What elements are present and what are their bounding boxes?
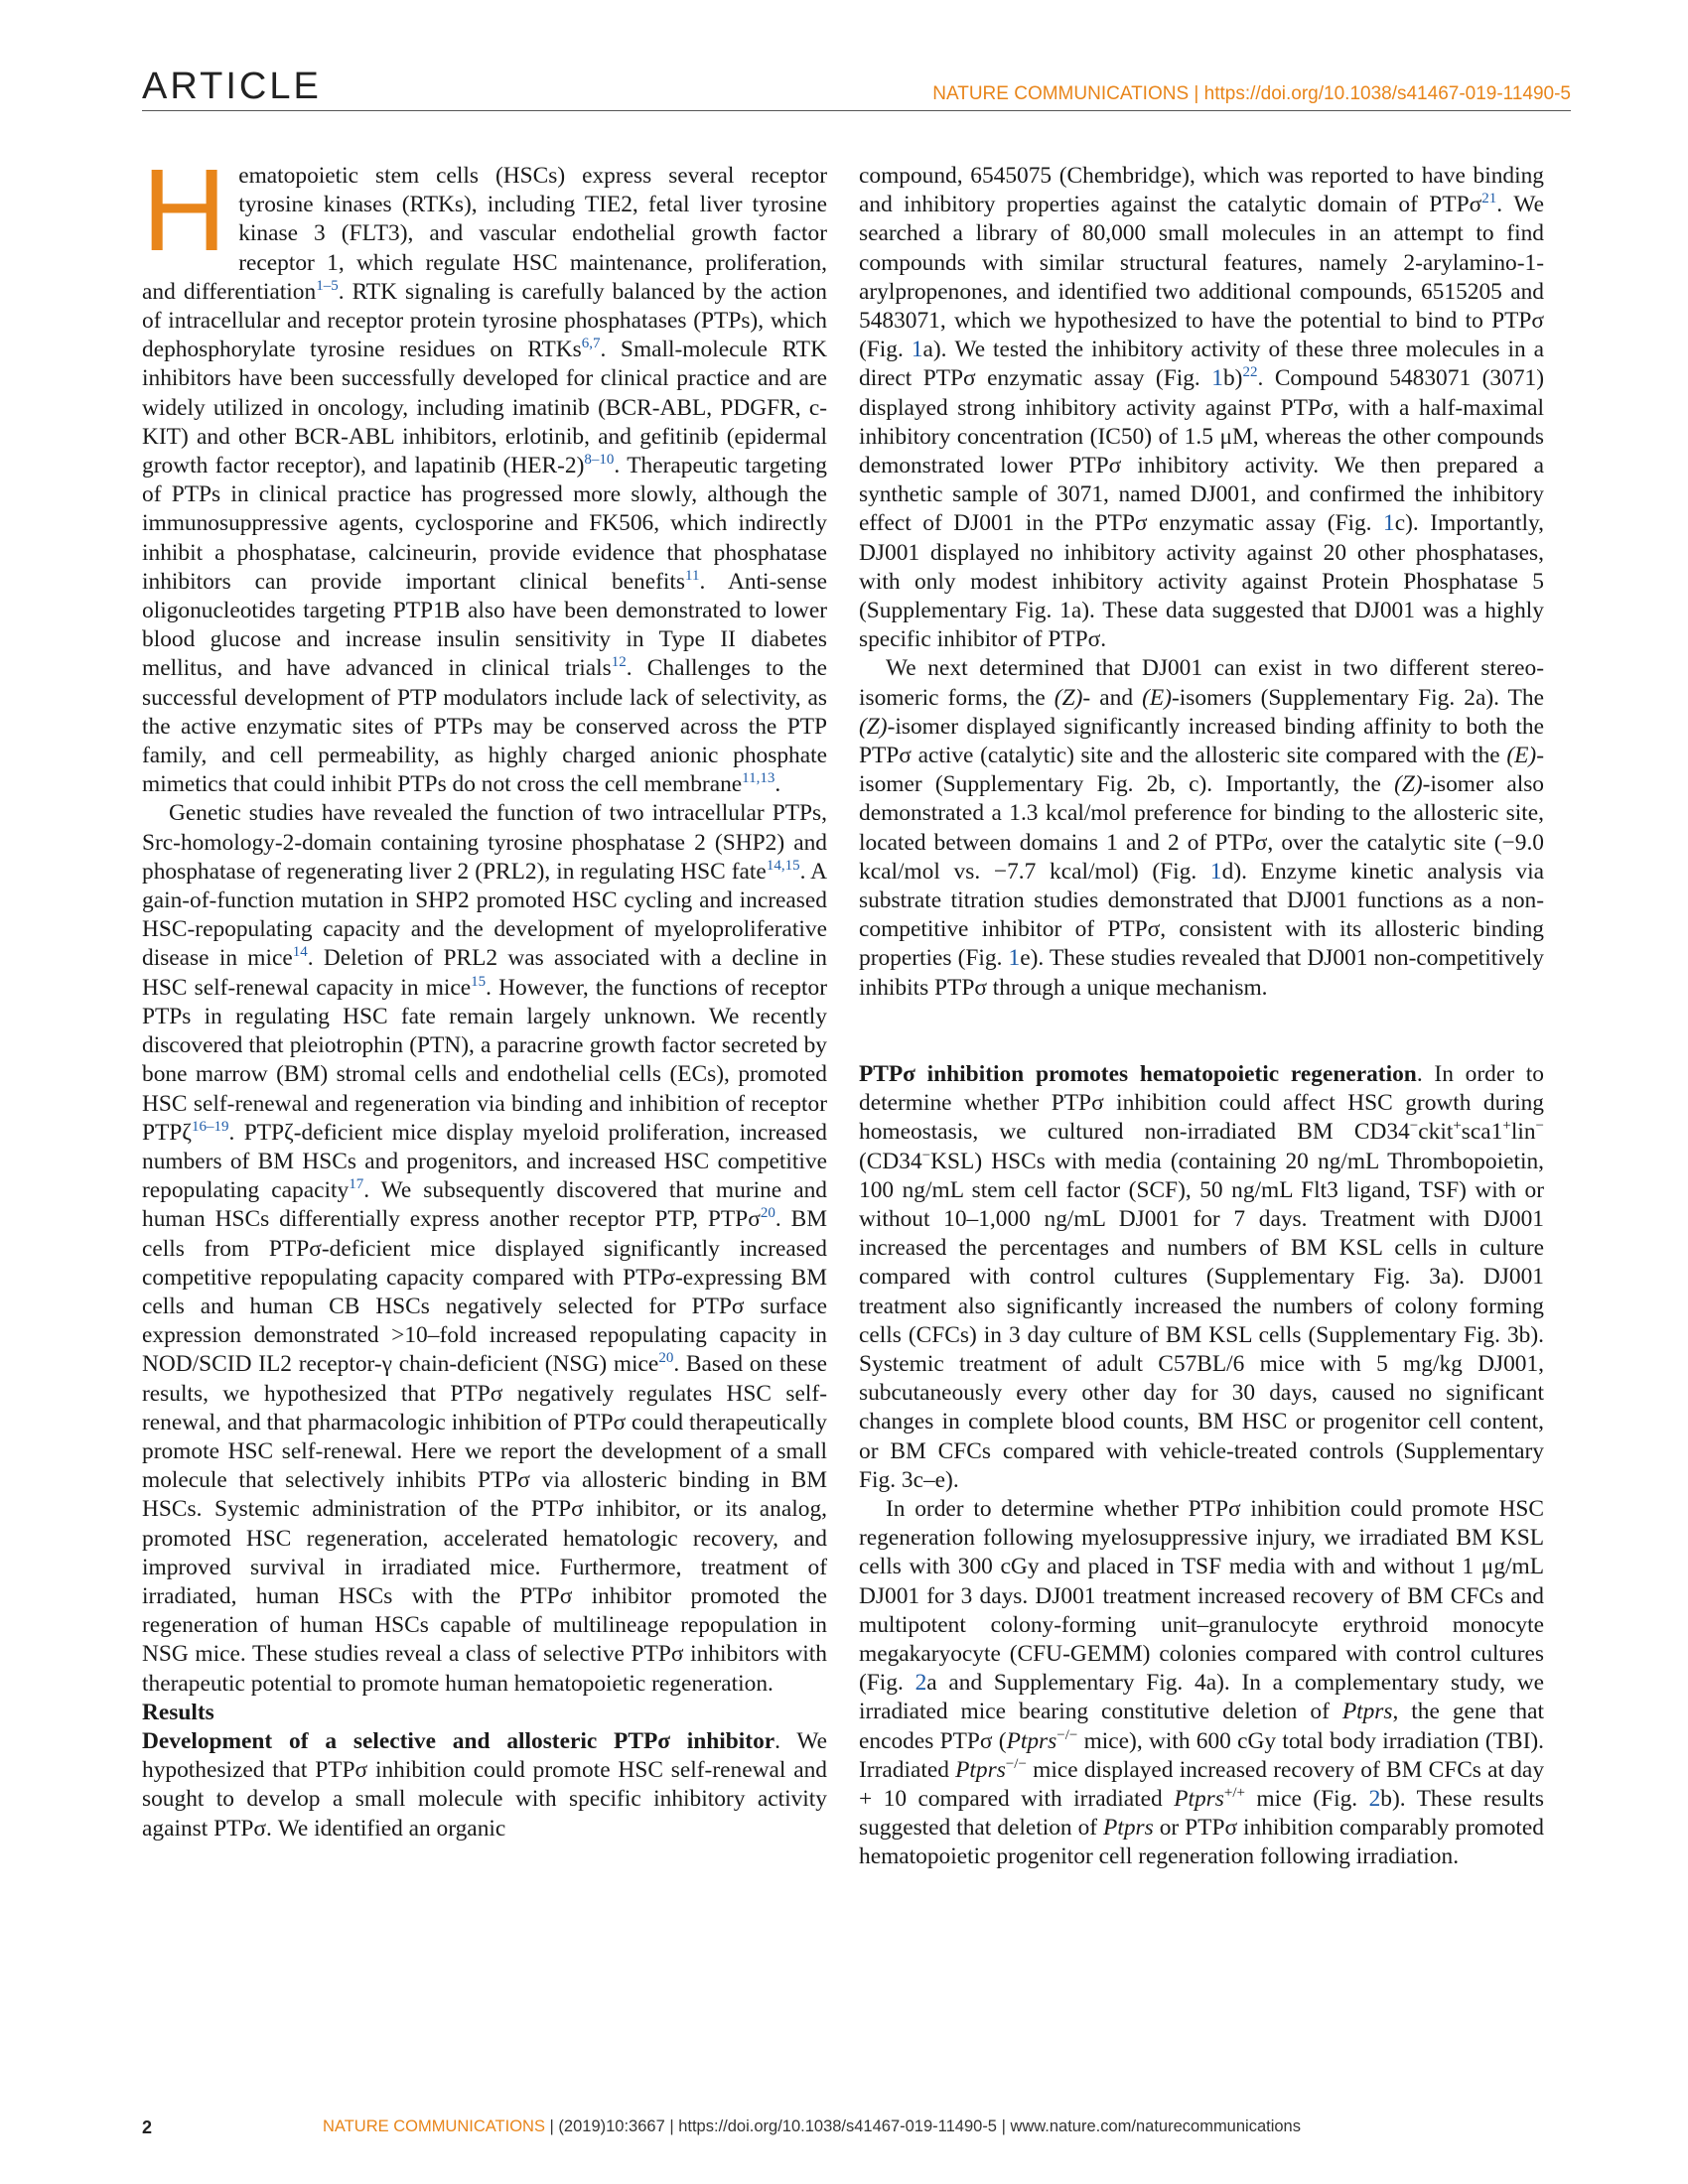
drop-cap: H [142,145,227,276]
footer-journal-name: NATURE COMMUNICATIONS [323,2117,545,2135]
article-label: ARTICLE [142,66,322,107]
results-paragraph-4: In order to determine whether PTPσ inhibition could promote HSC regeneration following myelosuppressive injury, we irradiated BM KSL cells with 300 cGy and placed in TSF media with and without 1 μg/mL DJ001 for 3 days. DJ001 treatment increased recovery of BM CFCs and multipotent colony-forming unit–granulocyte erythroid monocyte megakaryocyte (CFU-GEMM) colonies compared with control cultures (Fig. 2a and Supplementary Fig. 4a). In a complementary study, we irradiated mice bearing constitutive deletion of Ptprs, the gene that encodes PTPσ (Ptprs−/− mice), with 600 cGy total body irradiation (TBI). Irradiated Ptprs−/− mice displayed increased recovery of BM CFCs at day + 10 compared with irradiated Ptprs+/+ mice (Fig. 2b). These results suggested that deletion of Ptprs or PTPσ inhibition comparably promoted hematopoietic progenitor cell regeneration following irradiation. [859,1495,1545,1870]
page-number: 2 [142,2117,153,2137]
subheading-regeneration: PTPσ inhibition promotes hematopoietic regeneration [859,1060,1417,1087]
results-paragraph-2: We next determined that DJ001 can exist in two different stereo-isomeric forms, the (Z)- and (E)-isomers (Supplementary Fig. 2a). The (Z)-isomer displayed significantly increased binding affinity to both the PTPσ active (catalytic) site and the allosteric site compared with the (E)-isomer (Supplementary Fig. 2b, c). Importantly, the (Z)-isomer also demonstrated a 1.3 kcal/mol preference for binding to the allosteric site, located between domains 1 and 2 of PTPσ, over the catalytic site (−9.0 kcal/mol vs. −7.7 kcal/mol) (Fig. 1d). Enzyme kinetic analysis via substrate titration studies demonstrated that DJ001 functions as a non-competitive inhibitor of PTPσ, consistent with its allosteric binding properties (Fig. 1e). These studies revealed that DJ001 non-competitively inhibits PTPσ through a unique mechanism. [859,655,1544,1001]
left-column [142,145,828,1843]
results-paragraph-1: Development of a selective and allosteric PTPσ inhibitor. We hypothesized that PTPσ inhibition could promote HSC self-renewal and sought to develop a small molecule with specific inhibitory activity against PTPσ. We identified an organic [142,1727,828,1842]
intro-paragraph-1: Hematopoietic stem cells (HSCs) express several receptor tyrosine kinases (RTKs), including TIE2, fetal liver tyrosine kinase 3 (FLT3), and vascular endothelial growth factor receptor 1, which regulate HSC maintenance, proliferation, and differentiation$^{1-5}$. RTK signaling is carefully balanced by the action of intracellular and receptor protein tyrosine phosphatases (PTPs), which dephosphorylate tyrosine residues on RTKs$^{6,7}$. Small-molecule RTK inhibitors have been successfully developed for clinical practice and are widely utilized in oncology, including imatinib (BCR-ABL, PDGFR, c-KIT) and other BCR-ABL inhibitors, erlotinib, and gefitinib (epidermal growth factor receptor), and lapatinib (HER-2)$^{8-10}$. Therapeutic targeting of PTPs in clinical practice has progressed more slowly, although the immunosuppressive agents, cyclosporine and FK506, which indirectly inhibit a phosphatase, calcineurin, provide evidence that phosphatase inhibitors can provide important clinical benefits$^{11}$. Anti-sense oligonucleotides targeting PTP1B also have been demonstrated to lower blood glucose and increase insulin sensitivity in Type II diabetes mellitus, and have advanced in clinical trials$^{12}$. Challenges to the successful development of PTP modulators include lack of selectivity, as the active enzymatic sites of PTPs may be conserved across the PTP family, and cell permeability, as highly charged anionic phosphate mimetics that could inhibit PTPs do not cross the cell membrane$^{11,13}$. [142,145,827,798]
subheading-development: Development of a selective and allosteric PTPσ inhibitor [142,1727,775,1754]
results-heading: Results [142,1699,214,1725]
journal-doi-link[interactable]: NATURE COMMUNICATIONS | https://doi.org/10.1038/s41467-019-11490-5 [932,83,1571,104]
intro-paragraph-2: Genetic studies have revealed the function of two intracellular PTPs, Src-homology-2-domain containing tyrosine phosphatase 2 (SHP2) and phosphatase of regenerating liver 2 (PRL2), in regulating HSC fate$^{14,15}$. A gain-of-function mutation in SHP2 promoted HSC cycling and increased HSC-repopulating capacity and the development of myeloproliferative disease in mice$^{14}$. Deletion of PRL2 was associated with a decline in HSC self-renewal capacity in mice$^{15}$. However, the functions of receptor PTPs in regulating HSC fate remain largely unknown. We recently discovered that pleiotrophin (PTN), a paracrine growth factor secreted by bone marrow (BM) stromal cells and endothelial cells (ECs), promoted HSC self-renewal and regeneration via binding and inhibition of receptor PTPζ$^{16-19}$. PTPζ-deficient mice display myeloid proliferation, increased numbers of BM HSCs and progenitors, and increased HSC competitive repopulating capacity$^{17}$. We subsequently discovered that murine and human HSCs differentially express another receptor PTP, PTPσ$^{20}$. BM cells from PTPσ-deficient mice displayed significantly increased competitive repopulating capacity compared with PTPσ-expressing BM cells and human CB HSCs negatively selected for PTPσ surface expression demonstrated >10–fold increased repopulating capacity in NOD/SCID IL2 receptor-γ chain-deficient (NSG) mice$^{20}$. Based on these results, we hypothesized that PTPσ negatively regulates HSC self-renewal, and that pharmacologic inhibition of PTPσ could therapeutically promote HSC self-renewal. Here we report the development of a small molecule that selectively inhibits PTPσ via allosteric binding in BM HSCs. Systemic administration of the PTPσ inhibitor, or its analog, promoted HSC regeneration, accelerated hematologic recovery, and improved survival in irradiated mice. Furthermore, treatment of irradiated, human HSCs with the PTPσ inhibitor promoted the regeneration of human HSCs capable of multilineage repopulation in NSG mice. These studies reveal a class of selective PTPσ inhibitors with therapeutic potential to promote human hematopoietic regeneration. [142,800,828,1697]
section-gap [859,1003,1544,1060]
footer-citation [323,2117,1301,2136]
results-paragraph-1-cont: compound, 6545075 (Chembridge), which was reported to have binding and inhibitory properties against the catalytic domain of PTPσ$^{21}$. We searched a library of 80,000 small molecules in an attempt to find compounds with similar structural features, namely 2-arylamino-1-arylpropenones, and identified two additional compounds, 6515205 and 5483071, which we hypothesized to have the potential to bind to PTPσ (Fig. 1a). We tested the inhibitory activity of these three molecules in a direct PTPσ enzymatic assay (Fig. 1b)$^{22}$. Compound 5483071 (3071) displayed strong inhibitory activity against PTPσ, with a half-maximal inhibitory concentration (IC50) of 1.5 μM, whereas the other compounds demonstrated lower PTPσ inhibitory activity. We then prepared a synthetic sample of 3071, named DJ001, and confirmed the inhibitory effect of DJ001 in the PTPσ enzymatic assay (Fig. 1c). Importantly, DJ001 displayed no inhibitory activity against 20 other phosphatases, with only modest inhibitory activity against Protein Phosphatase 5 (Supplementary Fig. 1a). These data suggested that DJ001 was a highly specific inhibitor of PTPσ. [859,163,1545,653]
header-divider [142,110,1571,111]
results-paragraph-3: PTPσ inhibition promotes hematopoietic regeneration. In order to determine whether PTPσ inhibition could affect HSC growth during homeostasis, we cultured non-irradiated BM CD34−ckit+sca1+lin− (CD34−KSL) HSCs with media (containing 20 ng/mL Thrombopoietin, 100 ng/mL stem cell factor (SCF), 50 ng/mL Flt3 ligand, TSF) with or without 10–1,000 ng/mL DJ001 for 7 days. Treatment with DJ001 increased the percentages and numbers of BM KSL cells in culture compared with control cultures (Supplementary Fig. 3a). DJ001 treatment also significantly increased the numbers of colony forming cells (CFCs) in 3 day culture of BM KSL cells (Supplementary Fig. 3b). Systemic treatment of adult C57BL/6 mice with 5 mg/kg DJ001, subcutaneously every other day for 30 days, caused no significant changes in complete blood counts, BM HSC or progenitor cell content, or BM CFCs compared with vehicle-treated controls (Supplementary Fig. 3c–e). [859,1060,1544,1493]
right-column [859,162,1544,1872]
footer-citation-text[interactable]: | (2019)10:3667 | https://doi.org/10.1038/s41467-019-11490-5 | www.nature.com/naturecommunications [544,2117,1301,2135]
